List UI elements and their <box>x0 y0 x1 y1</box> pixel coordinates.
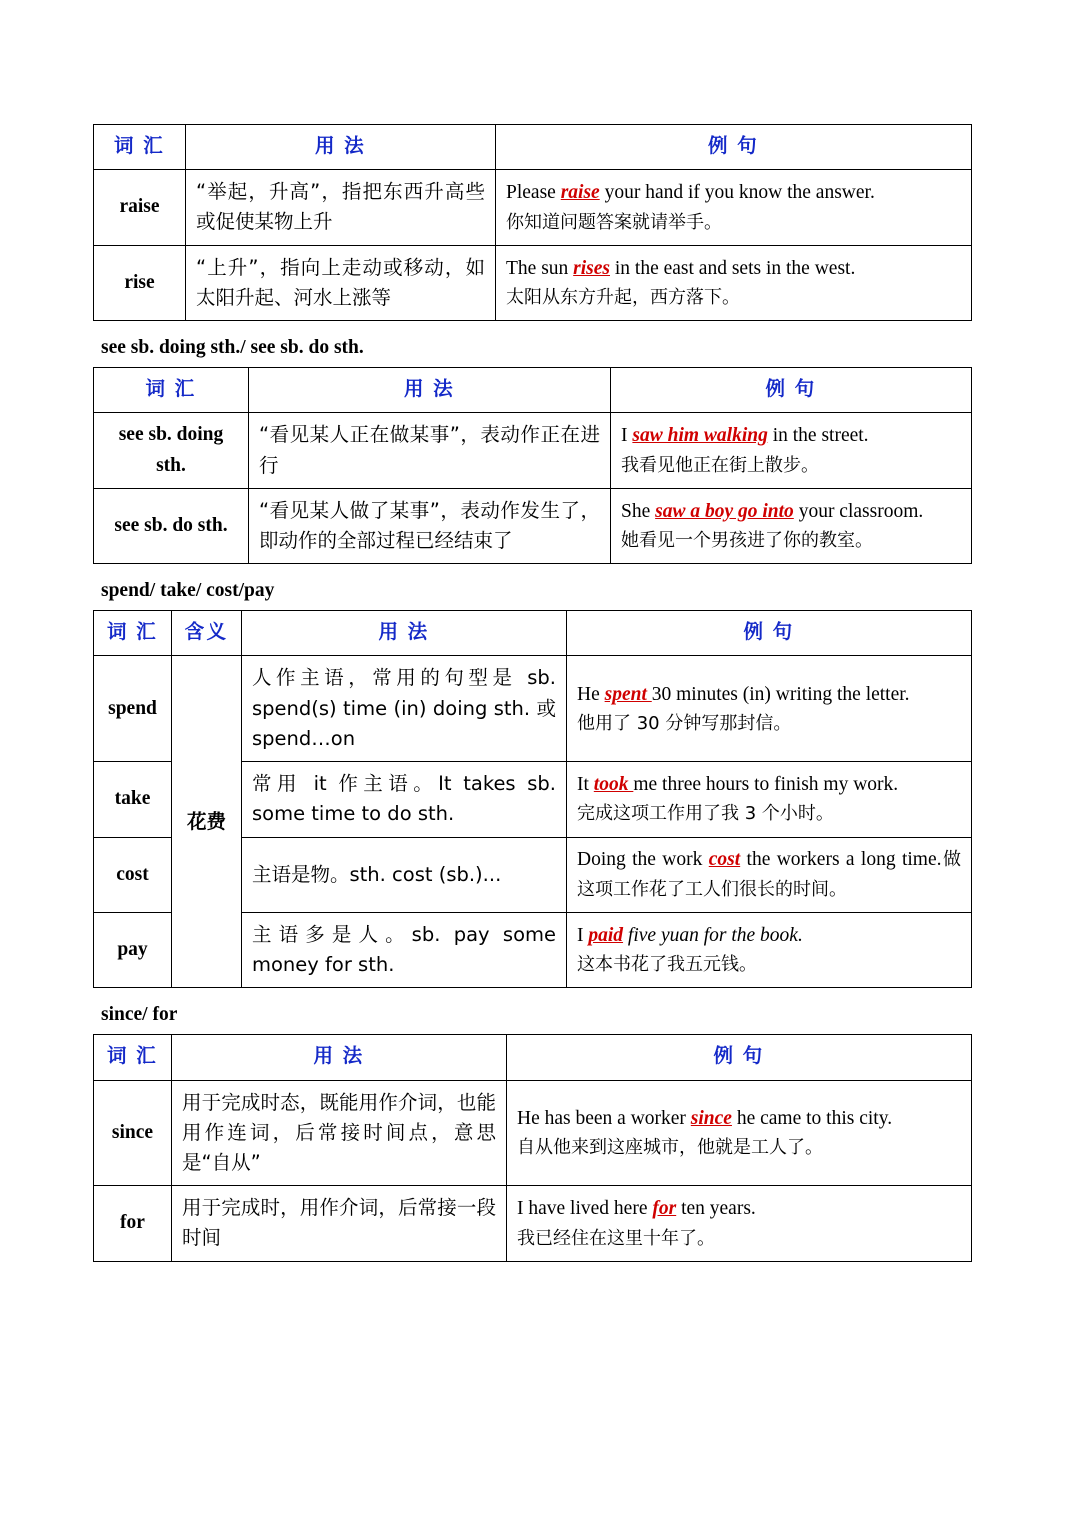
example-en-post: five yuan for the book. <box>623 925 803 947</box>
example-en <box>517 1194 961 1224</box>
example-en <box>577 680 961 710</box>
table-header-row <box>94 125 972 170</box>
table-row <box>94 656 972 762</box>
term-cell: pay <box>94 912 172 987</box>
example-en-post: the workers a long time. <box>740 848 942 870</box>
example-highlight: took <box>593 774 634 796</box>
term-cell: cost <box>94 837 172 912</box>
table-row <box>94 413 972 488</box>
example-cell <box>611 488 972 563</box>
example-en <box>577 770 961 800</box>
example-cell <box>507 1186 972 1261</box>
meaning-cell: 花费 <box>172 656 242 988</box>
example-cn: 我看见他正在街上散步。 <box>621 454 819 476</box>
example-highlight: spent <box>604 683 652 705</box>
example-cell <box>496 170 972 245</box>
example-cell <box>567 656 972 762</box>
column-header-usage: 用 法 <box>186 125 496 170</box>
usage-cell: “看见某人正在做某事”，表动作正在进行 <box>249 413 611 488</box>
example-cell <box>567 912 972 987</box>
column-header-example: 例 句 <box>611 368 972 413</box>
column-header-example: 例 句 <box>496 125 972 170</box>
column-header-word: 词 汇 <box>94 1035 172 1080</box>
example-en-pre: The sun <box>506 257 574 279</box>
example-highlight: saw a boy go into <box>655 500 794 522</box>
table-header-row <box>94 1035 972 1080</box>
example-cell <box>567 762 972 837</box>
term-cell: take <box>94 762 172 837</box>
term-cell: see sb. do sth. <box>94 488 249 563</box>
example-cn: 这本书花了我五元钱。 <box>577 954 757 976</box>
usage-cell: 人作主语，常用的句型是 sb. spend(s) time (in) doing sth. 或 spend…on <box>242 656 567 762</box>
example-cell <box>611 413 972 488</box>
example-en-pre: I have lived here <box>517 1198 653 1220</box>
example-en-post: your classroom. <box>793 500 924 522</box>
example-cn: 我已经住在这里十年了。 <box>517 1227 715 1249</box>
column-header-word: 词 汇 <box>94 368 249 413</box>
example-en <box>577 845 961 905</box>
section-title-since-for: since/ for <box>101 1004 178 1026</box>
term-cell: since <box>94 1080 172 1186</box>
example-en-pre: He has been a worker <box>517 1107 691 1129</box>
example-en-post: in the street. <box>767 425 869 447</box>
example-en-pre: I <box>621 425 633 447</box>
term-cell: rise <box>94 245 186 320</box>
example-cell <box>496 245 972 320</box>
example-en-post: 30 minutes (in) writing the letter. <box>651 683 910 705</box>
term-cell: for <box>94 1186 172 1261</box>
example-cn: 太阳从东方升起，西方落下。 <box>506 287 740 309</box>
table-row <box>94 1186 972 1261</box>
example-highlight: paid <box>588 925 624 947</box>
example-highlight: rises <box>573 257 610 279</box>
column-header-example: 例 句 <box>507 1035 972 1080</box>
example-highlight: for <box>652 1198 677 1220</box>
example-en-pre: She <box>621 500 656 522</box>
example-en-post: ten years. <box>676 1198 756 1220</box>
example-cell <box>567 837 972 912</box>
section-title-spend: spend/ take/ cost/pay <box>101 580 275 602</box>
table-row <box>94 170 972 245</box>
usage-cell: 用于完成时态，既能用作介词，也能用作连词，后常接时间点，意思是“自从” <box>172 1080 507 1186</box>
term-cell: spend <box>94 656 172 762</box>
table-spend-take-cost-pay <box>93 610 972 988</box>
usage-cell: 主语多是人。sb. pay some money for sth. <box>242 912 567 987</box>
usage-cell: “上升”，指向上走动或移动，如太阳升起、河水上涨等 <box>186 245 496 320</box>
table-see-sb <box>93 367 972 564</box>
example-en-post: he came to this city. <box>731 1107 893 1129</box>
usage-cell: “看见某人做了某事”，表动作发生了，即动作的全部过程已经结束了 <box>249 488 611 563</box>
example-en-pre: Please <box>506 182 561 204</box>
example-en-pre: Doing the work <box>577 848 709 870</box>
example-en-pre: He <box>577 683 605 705</box>
example-en-post: your hand if you know the answer. <box>599 182 875 204</box>
example-en <box>517 1104 961 1134</box>
example-en <box>621 421 961 451</box>
column-header-usage: 用 法 <box>249 368 611 413</box>
table-since-for <box>93 1034 972 1261</box>
table-header-row <box>94 368 972 413</box>
example-en-post: in the east and sets in the west. <box>610 257 856 279</box>
usage-cell: 常用 it 作主语。It takes sb. some time to do sth. <box>242 762 567 837</box>
example-en <box>577 921 961 951</box>
example-en-pre: It <box>577 774 594 796</box>
example-en <box>506 254 961 284</box>
example-en <box>506 178 961 208</box>
example-cn: 完成这项工作用了我 3 个小时。 <box>577 803 834 825</box>
table-raise-rise <box>93 124 972 321</box>
example-highlight: saw him walking <box>632 425 768 447</box>
column-header-usage: 用 法 <box>172 1035 507 1080</box>
example-en-pre: I <box>577 925 589 947</box>
usage-cell: 用于完成时，用作介词，后常接一段时间 <box>172 1186 507 1261</box>
table-row <box>94 488 972 563</box>
column-header-meaning: 含义 <box>172 611 242 656</box>
example-cn: 他用了 30 分钟写那封信。 <box>577 712 792 734</box>
example-cell <box>507 1080 972 1186</box>
document-content <box>93 124 971 1262</box>
example-cn: 做这项工作花了工人们很长的时间。 <box>577 848 961 900</box>
example-en-post: me three hours to finish my work. <box>633 774 899 796</box>
example-highlight: cost <box>708 848 741 870</box>
table-row <box>94 245 972 320</box>
example-cn: 自从他来到这座城市，他就是工人了。 <box>517 1137 823 1159</box>
example-highlight: raise <box>560 182 600 204</box>
table-row <box>94 1080 972 1186</box>
usage-cell: 主语是物。sth. cost (sb.)... <box>242 837 567 912</box>
term-cell: see sb. doing sth. <box>94 413 249 488</box>
section-title-see-sb: see sb. doing sth./ see sb. do sth. <box>101 337 364 359</box>
term-cell: raise <box>94 170 186 245</box>
example-cn: 她看见一个男孩进了你的教室。 <box>621 530 873 552</box>
column-header-word: 词 汇 <box>94 125 186 170</box>
column-header-example: 例 句 <box>567 611 972 656</box>
example-cn: 你知道问题答案就请举手。 <box>506 211 722 233</box>
table-header-row <box>94 611 972 656</box>
example-highlight: since <box>690 1107 732 1129</box>
example-en <box>621 497 961 527</box>
column-header-word: 词 汇 <box>94 611 172 656</box>
usage-cell: “举起，升高”，指把东西升高些或促使某物上升 <box>186 170 496 245</box>
column-header-usage: 用 法 <box>242 611 567 656</box>
